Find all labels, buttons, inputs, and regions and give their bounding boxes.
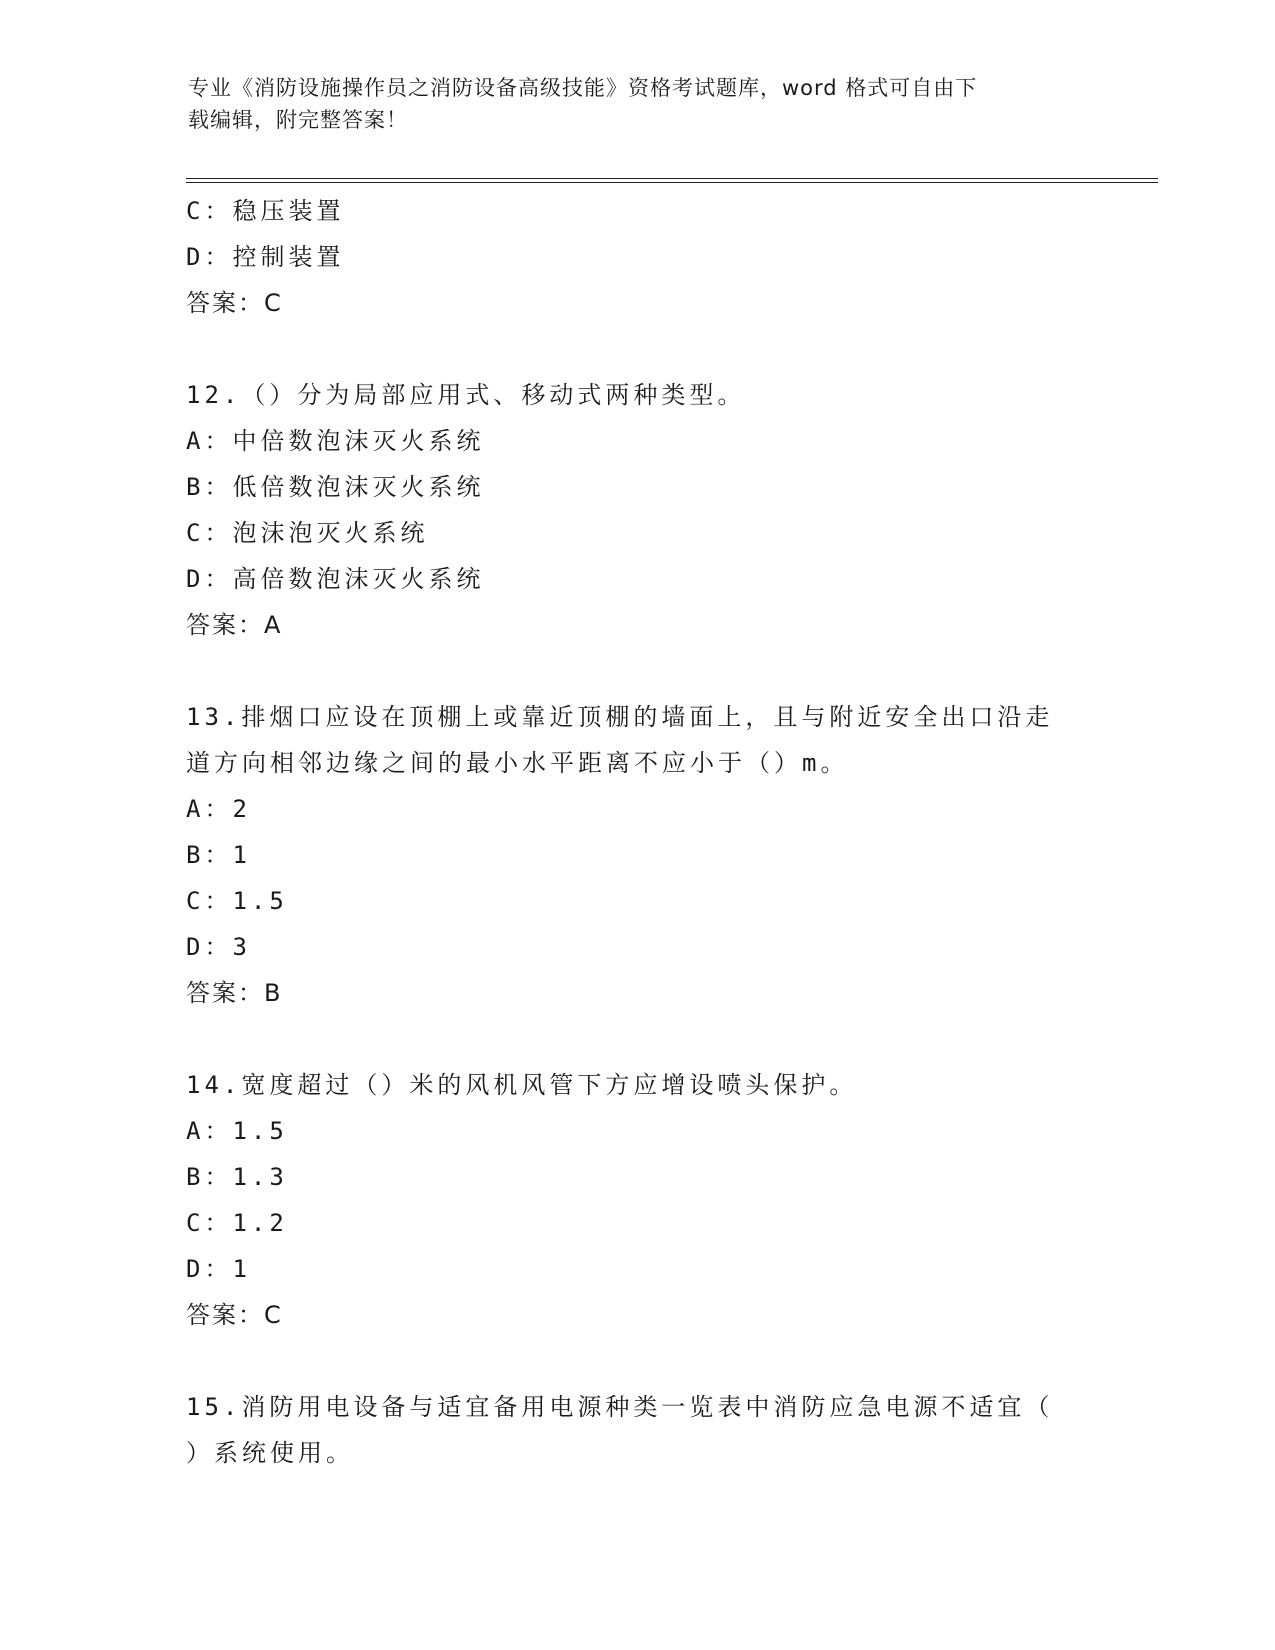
option-letter: A： bbox=[186, 795, 233, 823]
document-header bbox=[188, 72, 1068, 136]
question-text: 14.宽度超过（）米的风机风管下方应增设喷头保护。 bbox=[186, 1071, 858, 1099]
answer-line: 答案：C bbox=[186, 1301, 283, 1329]
option-d bbox=[186, 1246, 1086, 1292]
option-a bbox=[186, 418, 1086, 464]
question-14 bbox=[186, 1062, 1086, 1338]
option-text: 中倍数泡沫灭火系统 bbox=[232, 427, 485, 455]
answer-line: 答案：B bbox=[186, 979, 283, 1007]
answer-line: 答案：C bbox=[186, 289, 283, 317]
option-c bbox=[186, 878, 1086, 924]
option-a bbox=[186, 1108, 1086, 1154]
option-letter: B： bbox=[186, 473, 233, 501]
header-rule-top bbox=[186, 178, 1158, 179]
option-letter: A： bbox=[186, 1117, 233, 1145]
answer-line: 答案：A bbox=[186, 611, 283, 639]
option-b bbox=[186, 1154, 1086, 1200]
option-letter: D： bbox=[186, 933, 233, 961]
option-letter: C： bbox=[186, 197, 233, 225]
option-text: 1.5 bbox=[232, 887, 288, 915]
question-15 bbox=[186, 1384, 1086, 1476]
option-c bbox=[186, 510, 1086, 556]
option-d bbox=[186, 556, 1086, 602]
option-text: 稳压装置 bbox=[232, 197, 345, 225]
header-line-1: 专业《消防设施操作员之消防设备高级技能》资格考试题库，word 格式可自由下 bbox=[188, 76, 978, 100]
option-letter: B： bbox=[186, 841, 233, 869]
question-text-line-1: 13.排烟口应设在顶棚上或靠近顶棚的墙面上，且与附近安全出口沿走 bbox=[186, 703, 1054, 731]
option-text: 1 bbox=[232, 841, 251, 869]
option-letter: A： bbox=[186, 427, 233, 455]
question-text-line-2: ）系统使用。 bbox=[186, 1439, 354, 1467]
option-a bbox=[186, 786, 1086, 832]
option-letter: D： bbox=[186, 1255, 233, 1283]
option-c bbox=[186, 1200, 1086, 1246]
question-text: 12.（）分为局部应用式、移动式两种类型。 bbox=[186, 381, 746, 409]
question-list bbox=[186, 188, 1086, 1476]
option-text: 高倍数泡沫灭火系统 bbox=[232, 565, 485, 593]
option-letter: C： bbox=[186, 1209, 233, 1237]
question-12 bbox=[186, 372, 1086, 648]
option-b bbox=[186, 464, 1086, 510]
option-c bbox=[186, 188, 1086, 234]
option-d bbox=[186, 234, 1086, 280]
option-b bbox=[186, 832, 1086, 878]
option-text: 控制装置 bbox=[232, 243, 345, 271]
question-text-line-2: 道方向相邻边缘之间的最小水平距离不应小于（）m。 bbox=[186, 749, 849, 777]
option-text: 1.2 bbox=[232, 1209, 288, 1237]
option-text: 1.3 bbox=[232, 1163, 288, 1191]
option-text: 泡沫泡灭火系统 bbox=[232, 519, 429, 547]
option-letter: B： bbox=[186, 1163, 233, 1191]
option-letter: C： bbox=[186, 887, 233, 915]
option-text: 1.5 bbox=[232, 1117, 288, 1145]
option-letter: D： bbox=[186, 243, 233, 271]
option-d bbox=[186, 924, 1086, 970]
option-letter: C： bbox=[186, 519, 233, 547]
option-letter: D： bbox=[186, 565, 233, 593]
header-rule-bottom bbox=[186, 182, 1158, 183]
option-text: 2 bbox=[232, 795, 251, 823]
question-text-line-1: 15.消防用电设备与适宜备用电源种类一览表中消防应急电源不适宜（ bbox=[186, 1393, 1054, 1421]
question-13 bbox=[186, 694, 1086, 1016]
header-line-2: 载编辑，附完整答案！ bbox=[188, 108, 408, 132]
option-text: 1 bbox=[232, 1255, 251, 1283]
option-text: 3 bbox=[232, 933, 251, 961]
question-11-tail bbox=[186, 188, 1086, 326]
option-text: 低倍数泡沫灭火系统 bbox=[232, 473, 485, 501]
